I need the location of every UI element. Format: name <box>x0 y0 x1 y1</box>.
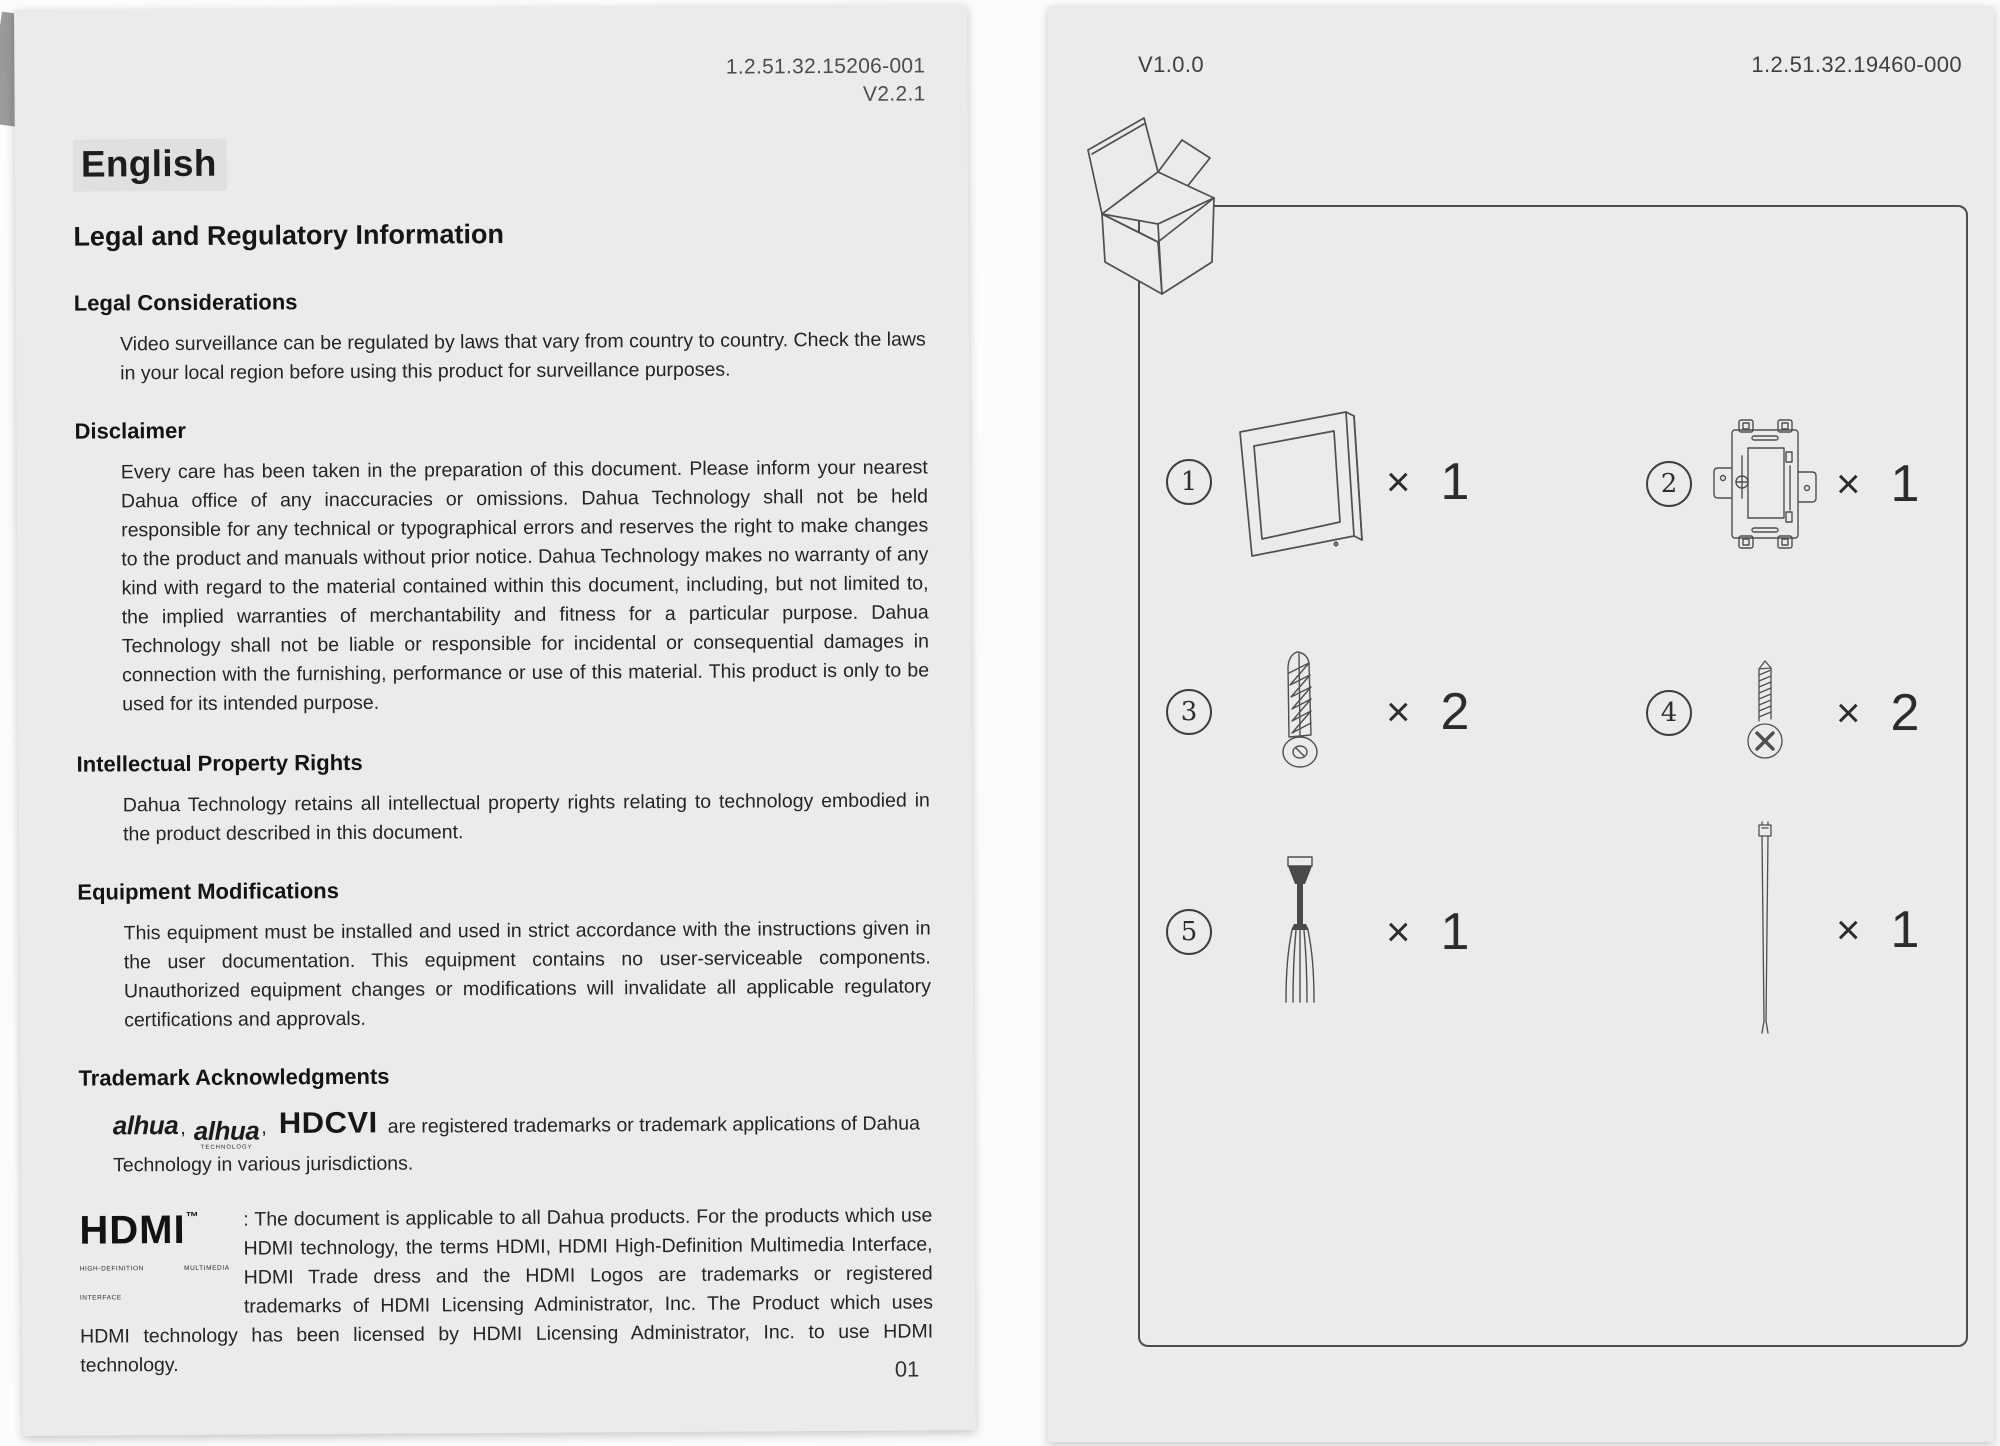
hdmi-paragraph <box>79 1201 933 1380</box>
dahua-logo: alhua <box>112 1110 179 1141</box>
page-number: 01 <box>894 1356 920 1382</box>
section-body-intellectual-property: Dahua Technology retains all intellectual property rights relating to technology embodied in the product described in this document. <box>122 789 930 846</box>
document-version: V2.2.1 <box>862 82 926 106</box>
quantity-value: 1 <box>1440 453 1470 511</box>
page-title: English <box>73 139 227 192</box>
hdmi-trademark-symbol: ™ <box>185 1208 200 1224</box>
packing-list-page <box>1048 6 1994 1442</box>
section-body-equipment-modifications: This equipment must be installed and used in strict accordance with the instructions given in the user documentation. This equipment contains no user-serviceable components. Unauthorized equipment changes or modifications will invalidate all applicable regulatory certifications and approvals. <box>123 917 932 1032</box>
multiply-sign: × <box>1836 906 1861 953</box>
quantity-label <box>1386 682 1469 742</box>
section-heading-disclaimer: Disclaimer <box>74 417 186 444</box>
multiply-sign: × <box>1386 688 1411 735</box>
mounting-bracket-icon <box>1710 418 1820 550</box>
hdmi-logo-text: HDMI <box>79 1207 186 1253</box>
packing-item-monitor <box>1166 406 1469 558</box>
item-number-badge-wrap <box>1646 690 1692 736</box>
screw-icon <box>1710 659 1820 767</box>
expansion-bolt-icon <box>1230 649 1370 775</box>
hdmi-statement: : The document is applicable to all Dahua products. For the products which use HDMI technology, the terms HDMI, HDMI High-Definition Multimedia Interface, HDMI Trade dress and the HDMI Logos are trademarks or registered trademarks of HDMI Licensing Administrator, Inc. The Product which uses HDMI technology has been licensed by HDMI Licensing Administrator, Inc. to use HDMI technology. <box>80 1204 934 1377</box>
quantity-label <box>1836 900 1919 960</box>
multiply-sign: × <box>1836 460 1861 507</box>
separator: , <box>180 1116 186 1140</box>
quantity-value: 2 <box>1890 684 1920 742</box>
quantity-label <box>1836 683 1919 743</box>
legal-sections <box>74 285 934 1380</box>
quantity-value: 1 <box>1890 901 1920 959</box>
packing-item-cable-tie <box>1646 821 1919 1039</box>
dahua-technology-logo <box>193 1115 260 1151</box>
dahua-logo-text: alhua <box>193 1115 260 1146</box>
dahua-logo-subtext: TECHNOLOGY <box>200 1144 253 1151</box>
open-box-icon <box>1082 106 1242 316</box>
packing-list-panel <box>1138 205 1968 1347</box>
item-number-badge: 5 <box>1166 909 1212 955</box>
quantity-label <box>1386 452 1469 512</box>
trademark-logos-paragraph <box>79 1104 932 1180</box>
packing-item-wiring-harness <box>1166 854 1469 1010</box>
quantity-value: 1 <box>1890 455 1920 513</box>
section-heading-equipment-modifications: Equipment Modifications <box>77 878 340 905</box>
hdmi-logo <box>79 1207 230 1313</box>
document-number: 1.2.51.32.15206-001 <box>725 54 926 79</box>
section-body-disclaimer: Every care has been taken in the preparation of this document. Please inform your nearest Dahua office of any inaccuracies or omissions. Dahua Technology shall not be held responsible for any technical or typographical errors and reserves the right to make changes to the product and manuals without prior notice. Dahua Technology makes no warranty of any kind with regard to the material contained within this document, including, but not limited to, the implied warranties of merchantability and fitness for a particular purpose. Dahua Technology shall not be liable or responsible for incidental or consequential damages in connection with the furnishing, performance or use of this material. This product is only to be used for its intended purpose. <box>120 456 930 716</box>
multiply-sign: × <box>1386 908 1411 955</box>
section-heading-legal-considerations: Legal Considerations <box>73 289 298 316</box>
multiply-sign: × <box>1386 458 1411 505</box>
section-heading-trademark-acknowledgments: Trademark Acknowledgments <box>78 1063 390 1091</box>
hdmi-logo-subtext: HIGH-DEFINITION MULTIMEDIA INTERFACE <box>79 1264 230 1302</box>
packing-page-header <box>1048 52 1994 78</box>
legal-info-page <box>14 4 976 1436</box>
item-number-badge: 4 <box>1646 690 1692 736</box>
quantity-value: 2 <box>1440 683 1470 741</box>
indoor-monitor-icon <box>1230 406 1370 558</box>
trademark-statement: are registered trademarks or trademark applications of Dahua Technology in various jurisdictions. <box>112 1112 920 1177</box>
cable-tie-icon <box>1710 821 1820 1039</box>
packing-item-screw <box>1646 659 1919 767</box>
section-body-legal-considerations: Video surveillance can be regulated by laws that vary from country to country. Check the laws in your local region before using this product for surveillance purposes. <box>119 328 926 385</box>
wiring-harness-icon <box>1230 854 1370 1010</box>
document-id-block <box>72 52 925 113</box>
firmware-version: V1.0.0 <box>1138 52 1205 77</box>
multiply-sign: × <box>1836 689 1861 736</box>
item-number-badge: 3 <box>1166 689 1212 735</box>
main-heading: Legal and Regulatory Information <box>73 219 505 252</box>
packing-item-expansion-bolt <box>1166 649 1469 775</box>
quantity-label <box>1386 902 1469 962</box>
quantity-label <box>1836 454 1919 514</box>
item-number-badge: 1 <box>1166 459 1212 505</box>
hdcvi-logo: HDCVI <box>278 1105 378 1140</box>
item-number-badge: 2 <box>1646 461 1692 507</box>
packing-item-bracket <box>1646 418 1919 550</box>
document-number: 1.2.51.32.19460-000 <box>1751 52 1962 77</box>
legal-page-content <box>14 4 976 1436</box>
section-heading-intellectual-property: Intellectual Property Rights <box>76 749 363 777</box>
quantity-value: 1 <box>1440 903 1470 961</box>
separator: , <box>261 1116 267 1139</box>
